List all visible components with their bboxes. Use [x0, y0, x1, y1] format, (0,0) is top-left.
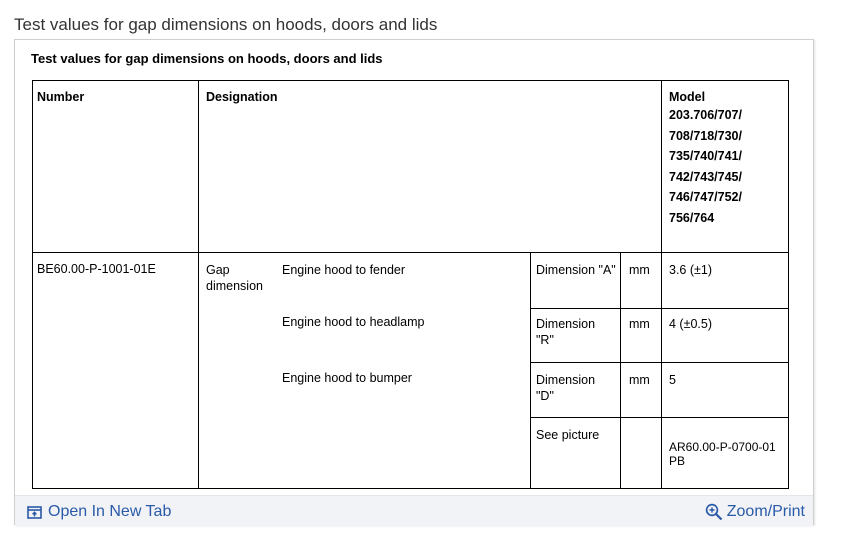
column-divider-dimension	[530, 252, 531, 489]
row-2-dimension: Dimension "R"	[536, 317, 596, 347]
open-in-new-tab-label: Open In New Tab	[48, 503, 172, 520]
document-title: Test values for gap dimensions on hoods, doors and lids	[31, 51, 383, 66]
row-divider-1	[530, 308, 789, 309]
row-2-value: 4 (±0.5)	[669, 317, 712, 331]
row-4-dimension: See picture	[536, 428, 600, 442]
header-number: Number	[37, 90, 85, 104]
table-border-bottom	[32, 488, 789, 489]
row-1-value: 3.6 (±1)	[669, 263, 712, 277]
row-3-item: Engine hood to bumper	[282, 371, 412, 385]
row-3-unit: mm	[629, 373, 650, 387]
document-frame	[14, 39, 814, 525]
row-2-unit: mm	[629, 317, 650, 331]
zoom-print-link[interactable]	[705, 503, 805, 521]
open-in-new-tab-link[interactable]	[27, 503, 171, 521]
zoom-print-label: Zoom/Print	[726, 503, 805, 520]
test-values-table	[32, 80, 789, 489]
row-divider-3	[530, 417, 789, 418]
document-footer	[15, 495, 813, 526]
header-model-numbers: 203.706/707/ 708/718/730/ 735/740/741/ 742/743/745/ 746/747/752/ 756/764	[669, 108, 742, 225]
column-divider-number	[198, 80, 199, 489]
header-designation: Designation	[206, 90, 278, 104]
row-1-item: Engine hood to fender	[282, 263, 406, 277]
designation-group: Gap dimension	[206, 263, 263, 293]
zoom-in-icon	[705, 503, 723, 521]
column-divider-unit	[620, 252, 621, 489]
table-border-right	[788, 80, 789, 489]
open-in-new-tab-icon	[27, 506, 42, 519]
row-1-unit: mm	[629, 263, 650, 277]
row-3-dimension: Dimension "D"	[536, 373, 596, 403]
page-heading: Test values for gap dimensions on hoods, doors and lids	[14, 15, 438, 34]
header-row-divider	[32, 252, 789, 253]
row-1-dimension: Dimension "A"	[536, 263, 616, 277]
row-4-picture-ref: AR60.00-P-0700-01 PB	[669, 440, 776, 468]
column-divider-model	[661, 80, 662, 489]
row-divider-2	[530, 362, 789, 363]
table-border-left	[32, 80, 33, 489]
row-2-item: Engine hood to headlamp	[282, 315, 425, 329]
table-border-top	[32, 80, 789, 81]
header-model: Model	[669, 90, 706, 104]
row-3-value: 5	[669, 373, 676, 387]
document-number: BE60.00-P-1001-01E	[37, 262, 156, 276]
